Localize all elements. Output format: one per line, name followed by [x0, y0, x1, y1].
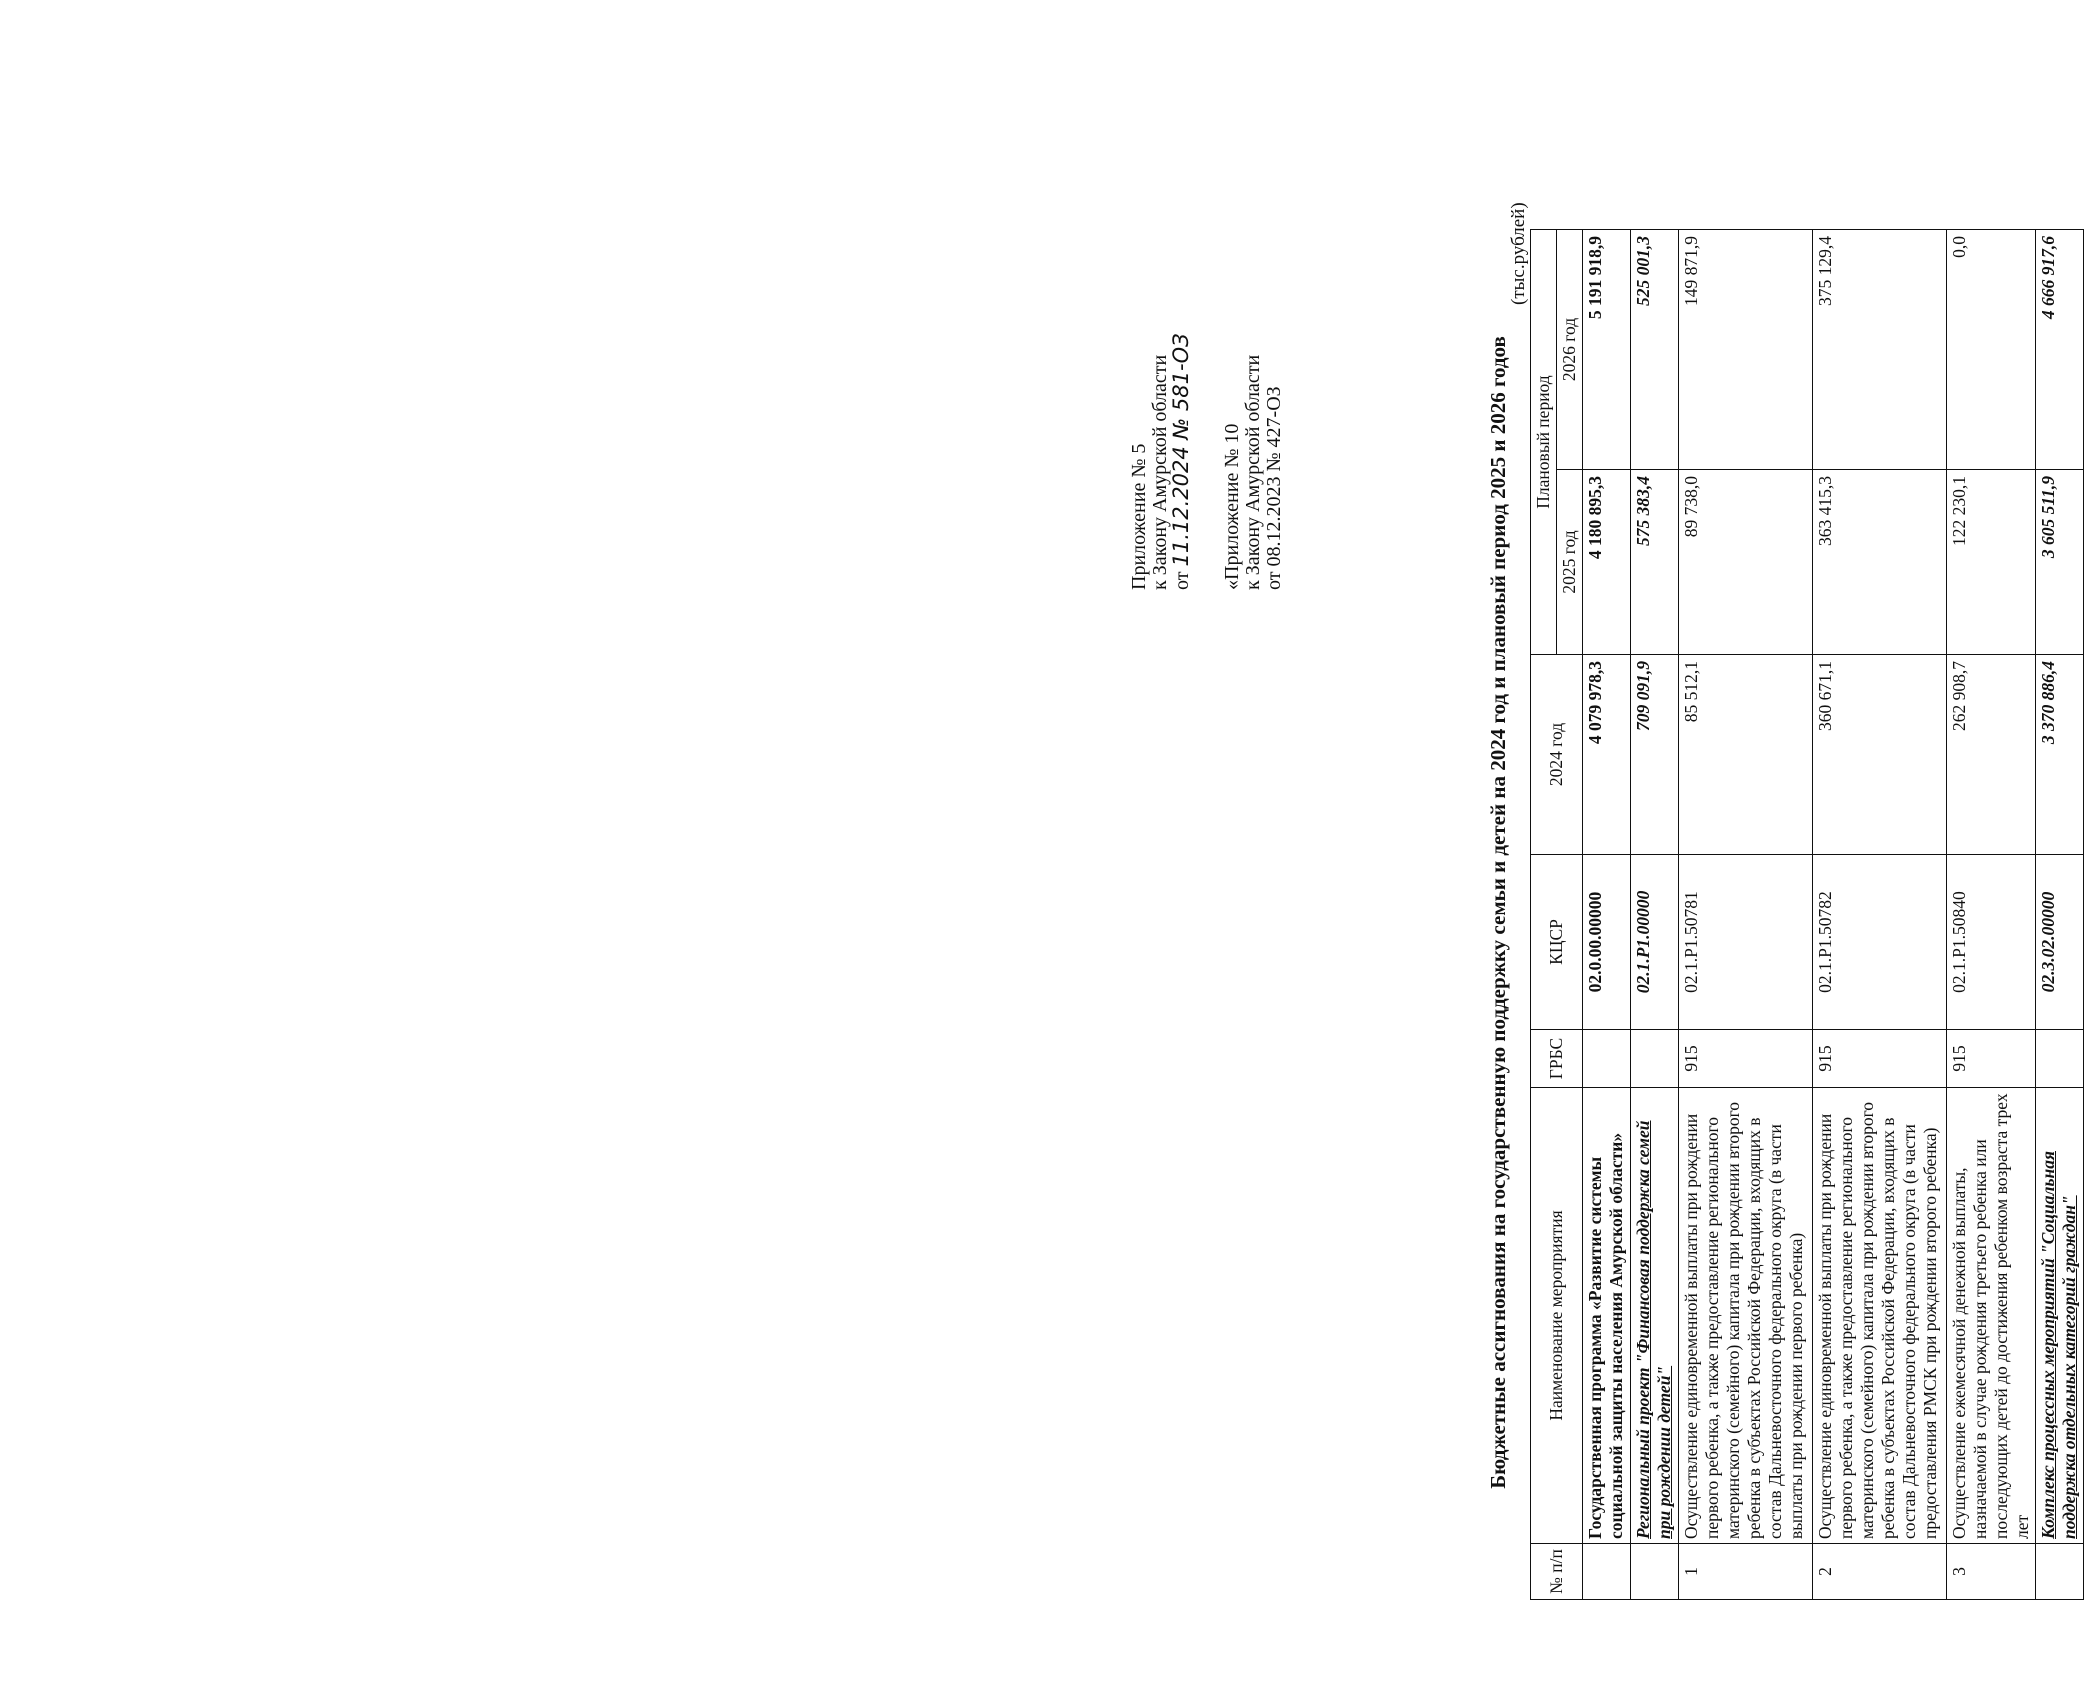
cell-grbs — [1583, 1030, 1631, 1088]
cell-name: Региональный проект "Финансовая поддержка семей при рождении детей" — [1631, 1088, 1679, 1544]
previous-attachment-date: от 08.12.2023 № 427-ОЗ — [1263, 386, 1285, 590]
cell-2024: 262 908,7 — [1947, 655, 2036, 855]
header-kcsr: КЦСР — [1531, 855, 1583, 1030]
table-row — [1947, 229, 2036, 1599]
cell-kcsr: 02.1.P1.50782 — [1813, 855, 1947, 1030]
cell-num — [2036, 1544, 2084, 1600]
cell-2024: 85 512,1 — [1679, 655, 1813, 855]
cell-2024: 4 079 978,3 — [1583, 655, 1631, 855]
cell-grbs: 915 — [1679, 1030, 1813, 1088]
cell-2026: 375 129,4 — [1813, 229, 1947, 469]
header-2024: 2024 год — [1531, 655, 1583, 855]
cell-name: Осуществление единовременной выплаты при рождении первого ребенка, а также предоставление регионального материнского (семейного) капитала при рождении второго ребенка в субъектах Российской Федерации, входящих в состав Дальневосточного федерального округа (в части выплаты при рождении первого ребенка) — [1679, 1088, 1813, 1544]
table-row — [1813, 229, 1947, 1599]
cell-2024: 709 091,9 — [1631, 655, 1679, 855]
cell-kcsr: 02.1.P1.50840 — [1947, 855, 2036, 1030]
cell-kcsr: 02.1.P1.50781 — [1679, 855, 1813, 1030]
cell-name: Комплекс процессных мероприятий "Социальная поддержка отдельных категорий граждан" — [2036, 1088, 2084, 1544]
cell-2025: 89 738,0 — [1679, 470, 1813, 655]
cell-2026: 525 001,3 — [1631, 229, 1679, 469]
header-name: Наименование мероприятия — [1531, 1088, 1583, 1544]
cell-name: Осуществление ежемесячной денежной выплаты, назначаемой в случае рождения третьего ребенка или последующих детей до достижения ребенком возраста трех лет — [1947, 1088, 2036, 1544]
cell-grbs — [2036, 1030, 2084, 1088]
document-title: Бюджетные ассигнования на государственную поддержку семьи и детей на 2024 год и плановый период 2025 и 2026 годов — [1486, 336, 1510, 1489]
attachment-law: к Закону Амурской области — [1149, 354, 1171, 590]
table-row — [2036, 229, 2084, 1599]
header-plan-period: Плановый период — [1531, 229, 1557, 654]
document-page — [1128, 150, 2079, 1600]
table-row — [1679, 229, 1813, 1599]
cell-2025: 363 415,3 — [1813, 470, 1947, 655]
cell-2025: 122 230,1 — [1947, 470, 2036, 655]
attachment-date: от 11.12.2024 № 581-ОЗ — [1169, 333, 1193, 590]
cell-kcsr: 02.0.00.00000 — [1583, 855, 1631, 1030]
handwritten-date-number: 11.12.2024 № 581-ОЗ — [1169, 333, 1193, 567]
cell-num — [1583, 1544, 1631, 1600]
cell-grbs — [1631, 1030, 1679, 1088]
cell-num: 2 — [1813, 1544, 1947, 1600]
previous-attachment-law: к Закону Амурской области — [1242, 354, 1264, 590]
cell-2026: 149 871,9 — [1679, 229, 1813, 469]
cell-2025: 3 605 511,9 — [2036, 470, 2084, 655]
cell-num: 3 — [1947, 1544, 2036, 1600]
header-num: № п/п — [1531, 1544, 1583, 1600]
cell-grbs: 915 — [1813, 1030, 1947, 1088]
cell-name: Государственная программа «Развитие системы социальной защиты населения Амурской области» — [1583, 1088, 1631, 1544]
header-2026: 2026 год — [1557, 229, 1583, 469]
attachment-number: Приложение № 5 — [1128, 443, 1150, 590]
previous-attachment-header — [1222, 355, 1285, 590]
previous-attachment-number: «Приложение № 10 — [1221, 423, 1243, 590]
header-2025: 2025 год — [1557, 470, 1583, 655]
cell-2026: 5 191 918,9 — [1583, 229, 1631, 469]
table-row — [1583, 229, 1631, 1599]
header-grbs: ГРБС — [1531, 1030, 1583, 1088]
cell-2026: 4 666 917,6 — [2036, 229, 2084, 469]
cell-2025: 4 180 895,3 — [1583, 470, 1631, 655]
table-row — [1631, 229, 1679, 1599]
attachment-header — [1129, 333, 1193, 590]
cell-kcsr: 02.3.02.00000 — [2036, 855, 2084, 1030]
budget-table — [1530, 229, 2084, 1600]
cell-kcsr: 02.1.P1.00000 — [1631, 855, 1679, 1030]
cell-num — [1631, 1544, 1679, 1600]
cell-name: Осуществление единовременной выплаты при рождении первого ребенка, а также предоставление регионального материнского (семейного) капитала при рождении второго ребенка в субъектах Российской Федерации, входящих в состав Дальневосточного федерального округа (в части предоставления РМСК при рождении второго ребенка) — [1813, 1088, 1947, 1544]
cell-2024: 3 370 886,4 — [2036, 655, 2084, 855]
units-label: (тыс.рублей) — [1508, 202, 1529, 305]
cell-num: 1 — [1679, 1544, 1813, 1600]
cell-2026: 0,0 — [1947, 229, 2036, 469]
cell-2025: 575 383,4 — [1631, 470, 1679, 655]
cell-2024: 360 671,1 — [1813, 655, 1947, 855]
cell-grbs: 915 — [1947, 1030, 2036, 1088]
